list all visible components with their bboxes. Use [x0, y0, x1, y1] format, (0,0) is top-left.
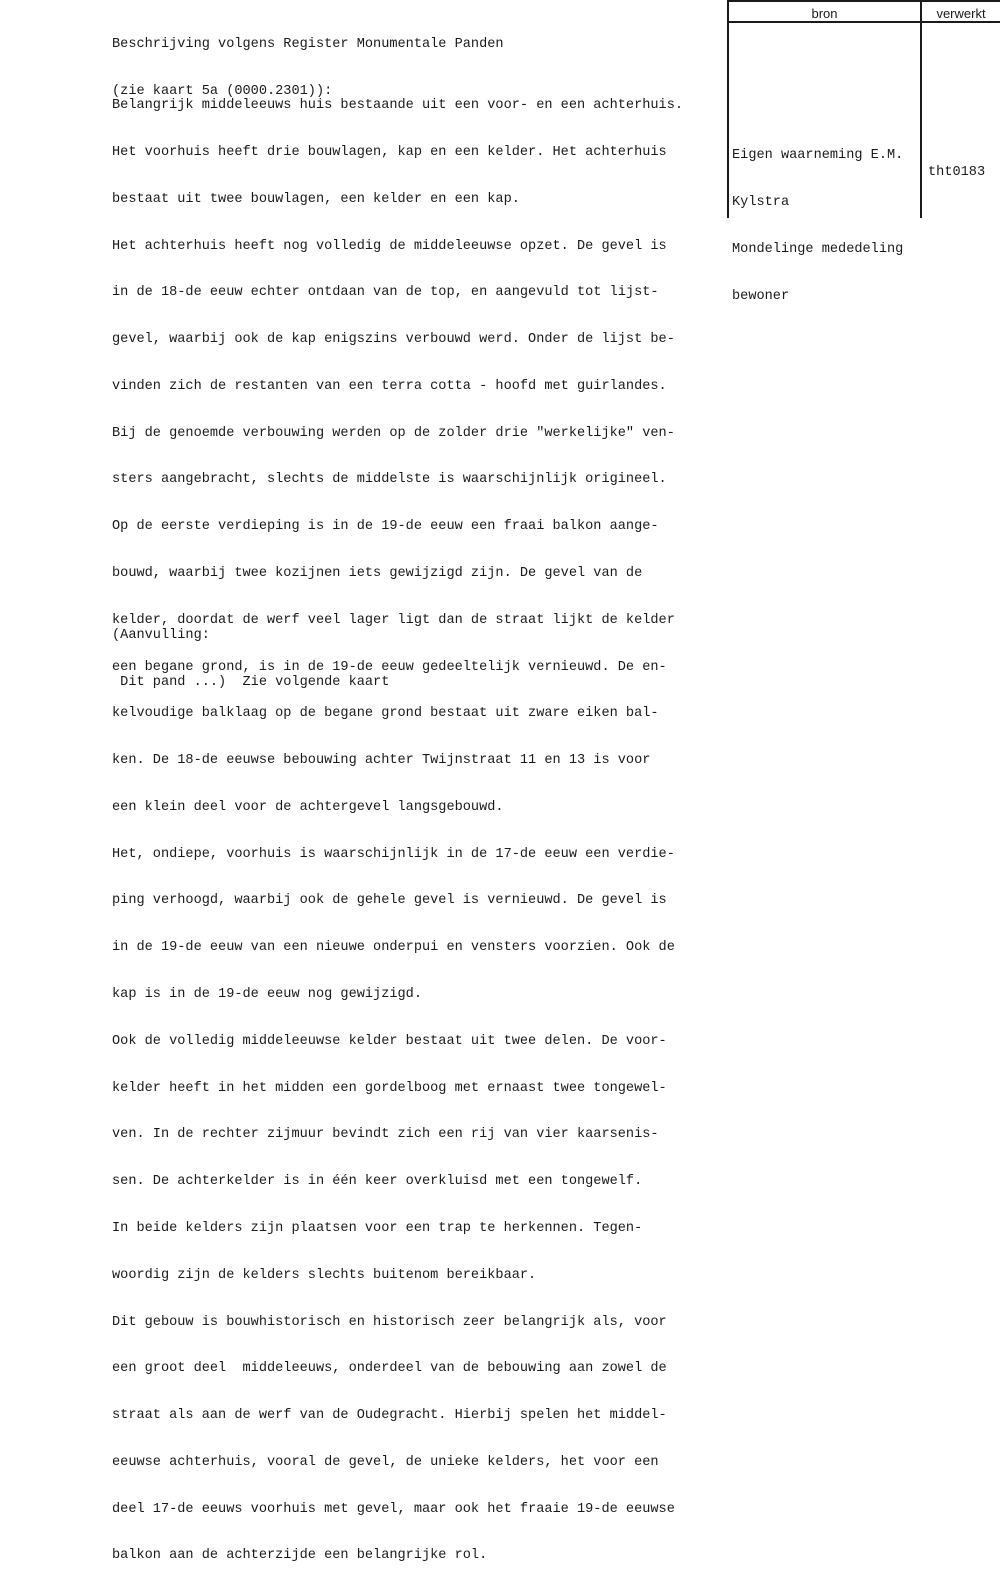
description-body [112, 67, 683, 1580]
body-line: Dit gebouw is bouwhistorisch en historisch zeer belangrijk als, voor [112, 1314, 667, 1330]
body-line: in de 18-de eeuw echter ontdaan van de top, en aangevuld tot lijst- [112, 285, 659, 301]
body-line: kelder, doordat de werf veel lager ligt dan de straat lijkt de kelder [112, 612, 675, 628]
source-line: Eigen waarneming E.M. [732, 148, 904, 164]
source-list [732, 117, 903, 335]
body-line: sters aangebracht, slechts de middelste is waarschijnlijk origineel. [112, 472, 667, 488]
source-line: bewoner [732, 288, 790, 304]
body-line: Bij de genoemde verbouwing werden op de zolder drie "werkelijke" ven- [112, 425, 675, 441]
table-left-border [727, 0, 729, 218]
source-line: Mondelinge mededeling [732, 241, 904, 257]
processed-code: tht0183 [928, 165, 986, 180]
body-line: In beide kelders zijn plaatsen voor een trap te herkennen. Tegen- [112, 1220, 643, 1236]
body-line: eeuwse achterhuis, vooral de gevel, de unieke kelders, het voor een [112, 1454, 659, 1470]
column-header-verwerkt: verwerkt [936, 6, 986, 21]
body-line: een groot deel middeleeuws, onderdeel van de bebouwing aan zowel de [112, 1361, 667, 1377]
column-header-bron: bron [811, 6, 838, 21]
body-line: Het voorhuis heeft drie bouwlagen, kap en een kelder. Het achterhuis [112, 144, 667, 160]
source-table [727, 0, 1000, 304]
addendum [112, 597, 389, 706]
body-line: woordig zijn de kelders slechts buitenom bereikbaar. [112, 1267, 537, 1283]
body-line: in de 19-de eeuw van een nieuwe onderpui en vensters voorzien. Ook de [112, 940, 675, 956]
body-line: bestaat uit twee bouwlagen, een kelder en een kap. [112, 191, 520, 207]
body-line: kelvoudige balklaag op de begane grond bestaat uit zware eiken bal- [112, 706, 659, 722]
body-line: Belangrijk middeleeuws huis bestaande uit een voor- en een achterhuis. [112, 98, 684, 114]
body-line: Het, ondiepe, voorhuis is waarschijnlijk in de 17-de eeuw een verdie- [112, 846, 675, 862]
body-line: een begane grond, is in de 19-de eeuw gedeeltelijk vernieuwd. De en- [112, 659, 667, 675]
body-line: straat als aan de werf van de Oudegracht. Hierbij spelen het middel- [112, 1408, 667, 1424]
body-line: ping verhoogd, waarbij ook de gehele gevel is vernieuwd. De gevel is [112, 893, 667, 909]
body-line: kap is in de 19-de eeuw nog gewijzigd. [112, 987, 422, 1003]
heading-line-1: Beschrijving volgens Register Monumentale Panden [112, 37, 504, 53]
body-line: bouwd, waarbij twee kozijnen iets gewijzigd zijn. De gevel van de [112, 566, 643, 581]
body-line: Het achterhuis heeft nog volledig de middeleeuwse opzet. De gevel is [112, 238, 667, 254]
body-line: balkon aan de achterzijde een belangrijke rol. [112, 1548, 488, 1564]
body-line: Ook de volledig middeleeuwse kelder bestaat uit twee delen. De voor- [112, 1033, 667, 1049]
table-top-border [727, 0, 1000, 2]
body-line: ven. In de rechter zijmuur bevindt zich een rij van vier kaarsenis- [112, 1127, 659, 1143]
body-line: gevel, waarbij ook de kap enigszins verbouwd werd. Onder de lijst be- [112, 332, 675, 348]
body-line: Op de eerste verdieping is in de 19-de eeuw een fraai balkon aange- [112, 519, 659, 535]
heading-line-2: (zie kaart 5a (0000.2301)): [112, 83, 333, 99]
table-header-divider [727, 21, 1000, 23]
body-line: kelder heeft in het midden een gordelboog met ernaast twee tongewel- [112, 1080, 667, 1096]
body-line: sen. De achterkelder is in één keer overkluisd met een tongewelf. [112, 1174, 643, 1190]
body-line: een klein deel voor de achtergevel langsgebouwd. [112, 799, 504, 815]
addendum-line-2: Dit pand ...) Zie volgende kaart [112, 674, 390, 690]
body-line: deel 17-de eeuws voorhuis met gevel, maar ook het fraaie 19-de eeuwse [112, 1501, 675, 1517]
addendum-line-1: (Aanvulling: [112, 628, 210, 644]
body-line: vinden zich de restanten van een terra cotta - hoofd met guirlandes. [112, 378, 667, 394]
source-line: Kylstra [732, 194, 790, 210]
body-line: ken. De 18-de eeuwse bebouwing achter Twijnstraat 11 en 13 is voor [112, 753, 651, 769]
table-column-divider [920, 0, 922, 218]
